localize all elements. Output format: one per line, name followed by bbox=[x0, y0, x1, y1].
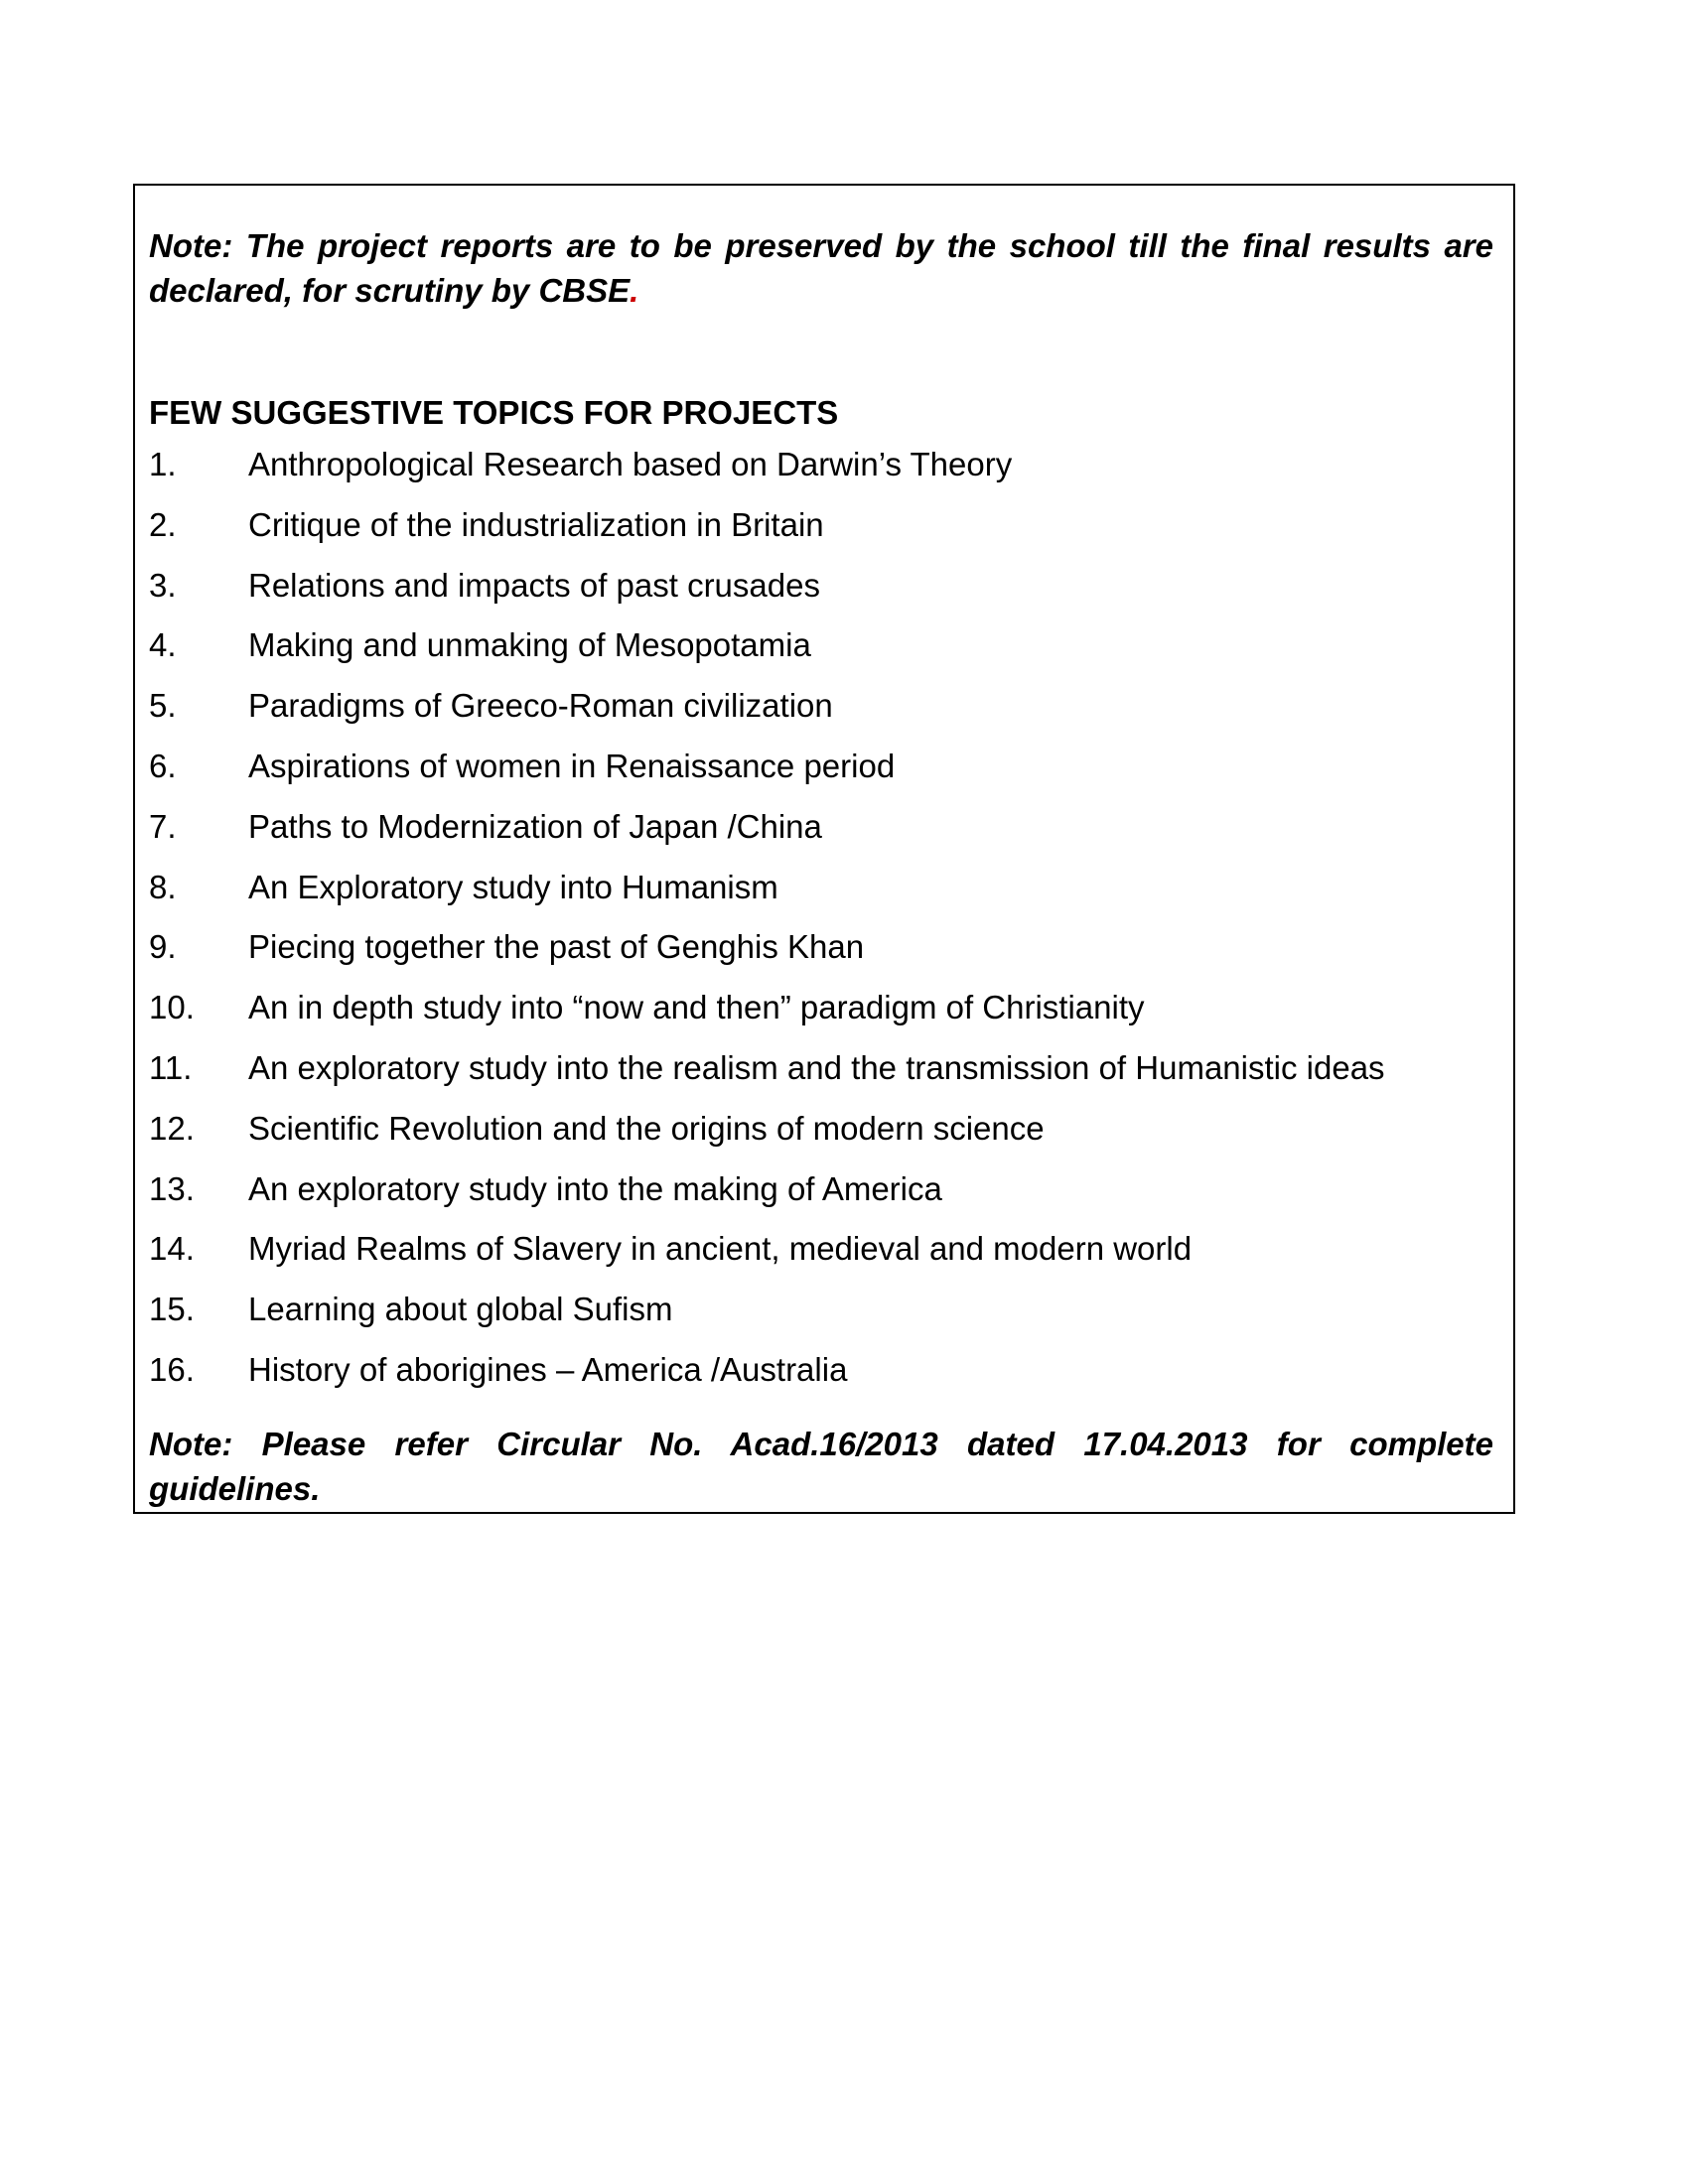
topic-item bbox=[149, 804, 1385, 865]
topic-text: An Exploratory study into Humanism bbox=[248, 868, 778, 905]
topic-number: 14. bbox=[149, 1230, 195, 1268]
topic-number: 6. bbox=[149, 747, 177, 784]
topic-item bbox=[149, 1045, 1385, 1106]
topic-item bbox=[149, 865, 1385, 925]
topic-item bbox=[149, 1287, 1385, 1347]
note-top-line-1: Note: The project reports are to be preserved by the school till the final results are bbox=[149, 227, 1493, 264]
topic-list bbox=[149, 442, 1385, 1408]
topic-number: 9. bbox=[149, 928, 177, 966]
topic-item bbox=[149, 924, 1385, 985]
topic-number: 15. bbox=[149, 1291, 195, 1328]
topic-text: History of aborigines – America /Australia bbox=[248, 1350, 848, 1388]
section-heading: FEW SUGGESTIVE TOPICS FOR PROJECTS bbox=[149, 394, 839, 431]
topics-box bbox=[133, 184, 1515, 1514]
topic-item bbox=[149, 1226, 1385, 1287]
topic-number: 10. bbox=[149, 989, 195, 1026]
topic-item bbox=[149, 683, 1385, 744]
topic-text: Aspirations of women in Renaissance period bbox=[248, 747, 896, 784]
topic-number: 2. bbox=[149, 505, 177, 543]
topic-number: 4. bbox=[149, 626, 177, 664]
note-bottom bbox=[149, 1422, 1493, 1511]
topic-number: 1. bbox=[149, 446, 177, 482]
topic-number: 11. bbox=[149, 1048, 193, 1086]
topic-item bbox=[149, 502, 1385, 563]
topic-number: 7. bbox=[149, 807, 177, 845]
topic-number: 16. bbox=[149, 1350, 195, 1388]
topic-text: Learning about global Sufism bbox=[248, 1291, 673, 1328]
topic-item bbox=[149, 1106, 1385, 1166]
topic-text: An exploratory study into the realism and the transmission of Humanistic ideas bbox=[248, 1048, 1385, 1086]
note-bottom-line-1: Note: Please refer Circular No. Acad.16/2013 dated 17.04.2013 for complete bbox=[149, 1426, 1493, 1462]
note-top-line-2-text: declared, for scrutiny by CBSE bbox=[149, 272, 631, 309]
topic-text: An exploratory study into the making of America bbox=[248, 1169, 942, 1207]
topic-text: Myriad Realms of Slavery in ancient, medieval and modern world bbox=[248, 1230, 1193, 1268]
topic-item bbox=[149, 622, 1385, 683]
topic-number: 5. bbox=[149, 687, 177, 725]
note-top bbox=[149, 223, 1493, 313]
topic-text: Scientific Revolution and the origins of modern science bbox=[248, 1109, 1045, 1147]
topic-text: Piecing together the past of Genghis Khan bbox=[248, 928, 865, 966]
topic-item bbox=[149, 985, 1385, 1045]
topic-number: 8. bbox=[149, 868, 177, 905]
topic-text: Paths to Modernization of Japan /China bbox=[248, 807, 822, 845]
topic-text: Anthropological Research based on Darwin’s Theory bbox=[248, 446, 1013, 482]
topic-text: Critique of the industrialization in Britain bbox=[248, 505, 824, 543]
topic-item bbox=[149, 744, 1385, 804]
topic-item bbox=[149, 563, 1385, 623]
topic-number: 13. bbox=[149, 1169, 195, 1207]
note-bottom-line-2: guidelines. bbox=[149, 1470, 321, 1507]
topic-item bbox=[149, 442, 1385, 502]
topic-text: Relations and impacts of past crusades bbox=[248, 566, 820, 604]
note-top-red-mark: . bbox=[630, 272, 639, 309]
topic-text: Making and unmaking of Mesopotamia bbox=[248, 626, 811, 664]
topic-text: Paradigms of Greeco-Roman civilization bbox=[248, 687, 833, 725]
topic-item bbox=[149, 1347, 1385, 1408]
note-top-line-2 bbox=[149, 272, 638, 309]
topic-item bbox=[149, 1166, 1385, 1227]
topic-number: 12. bbox=[149, 1109, 195, 1147]
topic-number: 3. bbox=[149, 566, 177, 604]
topic-text: An in depth study into “now and then” paradigm of Christianity bbox=[248, 989, 1145, 1026]
